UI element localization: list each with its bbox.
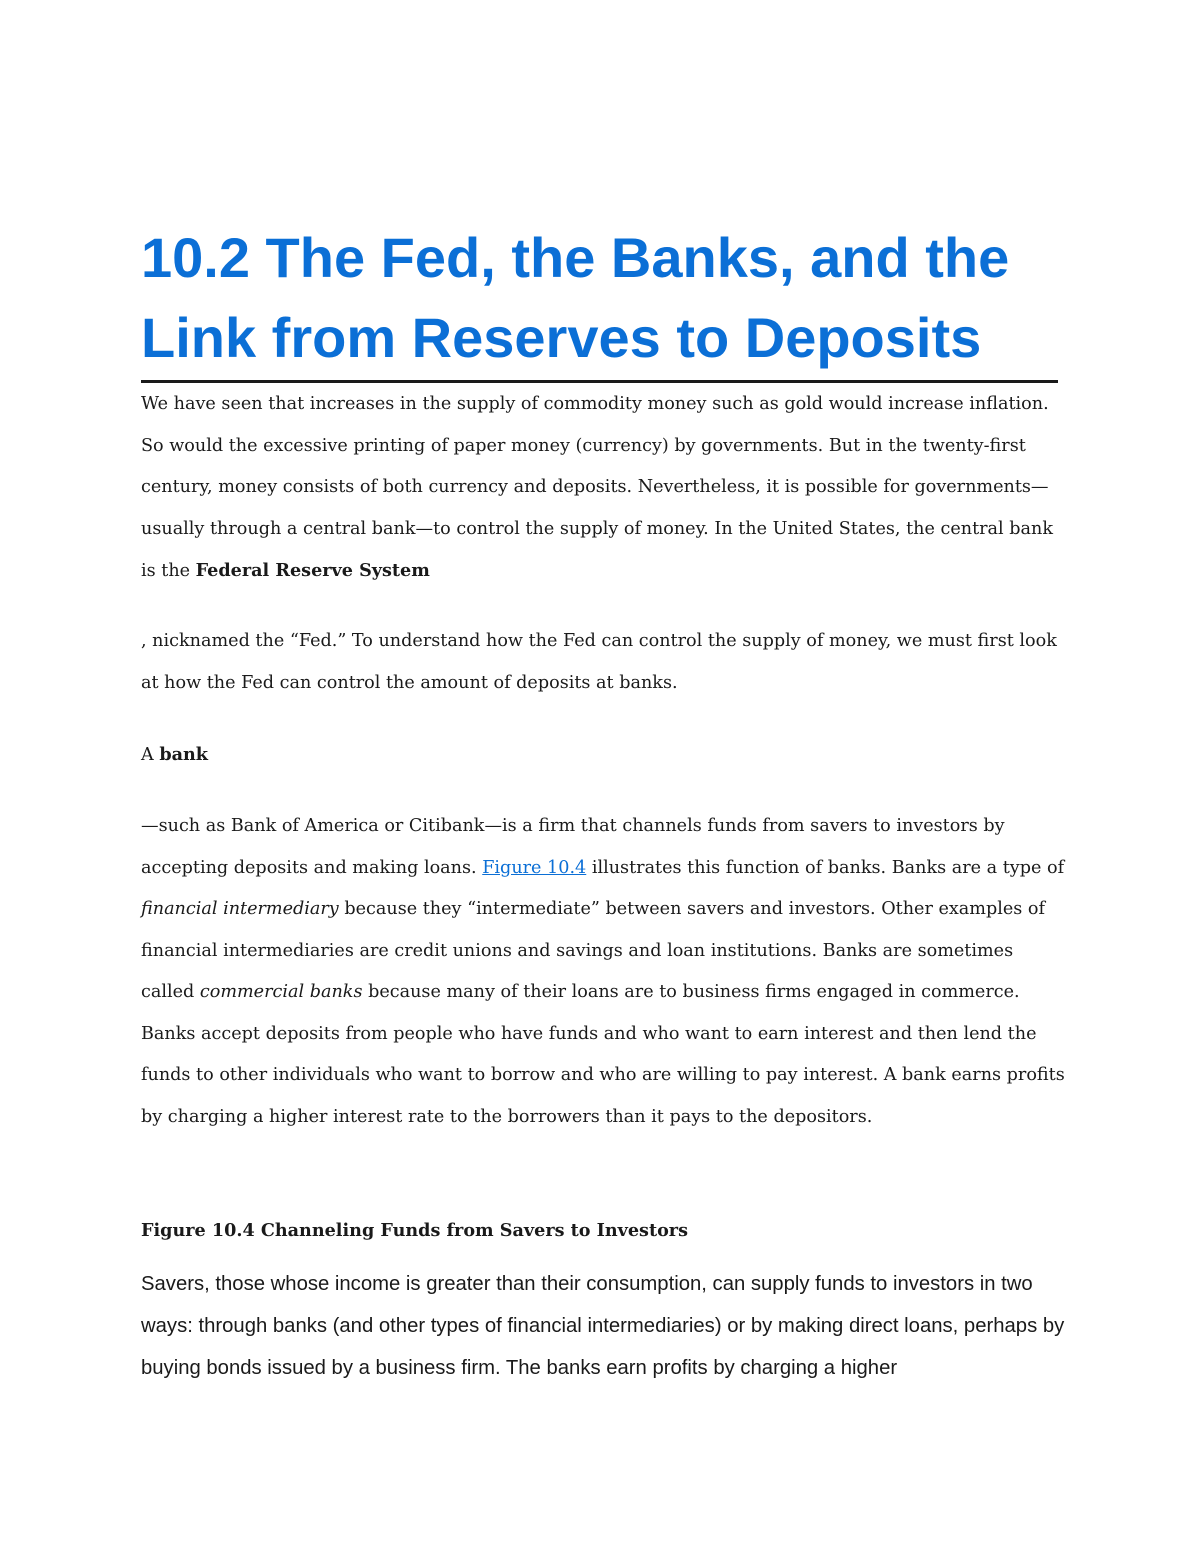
figure-heading: [141, 1210, 1071, 1253]
term-bank: bank: [159, 744, 208, 765]
bank-text-a: —such as Bank of America or Citibank—is a firm that channels funds from savers to investors by accepting deposits and making loans.: [141, 816, 1005, 878]
bank-definition-paragraph: [141, 806, 1071, 1138]
bank-text-b: illustrates this function of banks. Banks are a type of: [586, 857, 1065, 878]
bank-term-prefix: A: [141, 745, 160, 765]
figure-caption: Savers, those whose income is greater than their consumption, can supply funds to investors in two ways: through banks (and other types of financial intermediaries) or by making direct loans, perhaps by buying bonds issued by a business firm. The banks earn profits by charging a higher: [141, 1273, 1065, 1379]
fed-paragraph: , nicknamed the “Fed.” To understand how the Fed can control the supply of money, we must first look at how the Fed can control the amount of deposits at banks.: [141, 631, 1057, 693]
figure-10-4-link[interactable]: Figure 10.4: [482, 857, 587, 878]
intro-text: We have seen that increases in the supply of commodity money such as gold would increase inflation. So would the excessive printing of paper money (currency) by governments. But in the twenty-first century, money consists of both currency and deposits. Nevertheless, it is possible for governments—usually through a central bank—to control the supply of money. In the United States, the central bank is the: [141, 394, 1054, 581]
bank-text-c: because they “intermediate” between savers and investors. Other examples of financial intermediaries are credit unions and savings and loan institutions. Banks are sometimes called: [141, 899, 1045, 1002]
figure-heading-text: Figure 10.4 Channeling Funds from Savers to Investors: [141, 1220, 688, 1241]
term-commercial-banks: commercial banks: [199, 982, 363, 1002]
term-financial-intermediary: financial intermediary: [141, 899, 339, 919]
title-block: [141, 218, 1058, 383]
page-title: 10.2 The Fed, the Banks, and the Link from Reserves to Deposits: [141, 226, 1010, 369]
intro-paragraph: [141, 384, 1071, 593]
bank-term-paragraph: [141, 734, 1071, 777]
bank-text-d: because many of their loans are to business firms engaged in commerce. Banks accept deposits from people who have funds and who want to earn interest and then lend the funds to other individuals who want to borrow and who are willing to pay interest. A bank earns profits by charging a higher interest rate to the borrowers than it pays to the depositors.: [141, 982, 1065, 1127]
term-federal-reserve-system: Federal Reserve System: [195, 560, 430, 581]
